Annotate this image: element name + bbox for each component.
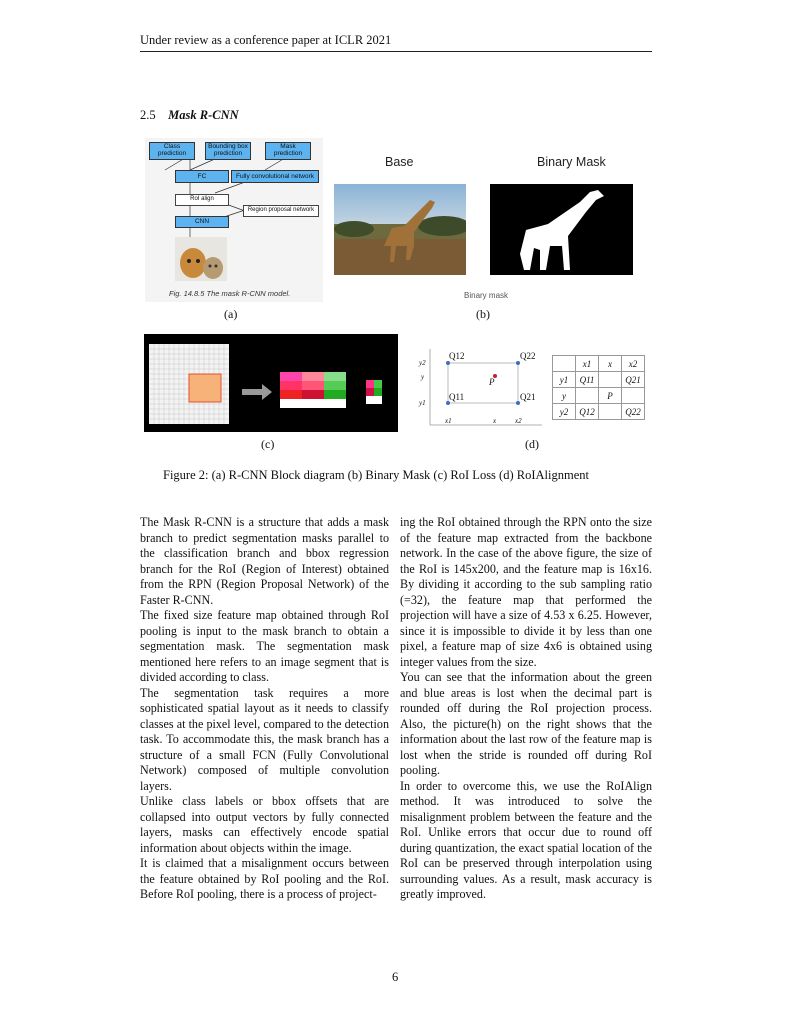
giraffe-silhouette xyxy=(490,184,633,275)
fc-box: FC xyxy=(175,170,229,183)
table-cell: Q21 xyxy=(622,372,645,388)
header-rule xyxy=(140,51,652,52)
table-cell: P xyxy=(599,388,622,404)
binary-mask-image xyxy=(490,184,633,275)
paragraph: You can see that the information about the green and blue areas is lost when the decimal part is rounded off during the RoI projection process. Also, the picture(h) on the right shows that the information about the last row of the feature map is lost when the stride is rounded off during RoI pooling. xyxy=(400,670,652,777)
figure-a-label: (a) xyxy=(224,307,238,321)
binary-mask-title: Binary Mask xyxy=(537,155,606,169)
table-cell xyxy=(553,356,576,372)
interpolation-table xyxy=(552,355,645,420)
fcn-box: Fully convolutional network xyxy=(231,170,319,183)
paragraph: The fixed size feature map obtained through RoI pooling is input to the mask branch to obtain a segmentation mask. The segmentation mask mentioned here refers to an image segment that is divided according to class. xyxy=(140,608,389,684)
table-cell: Q22 xyxy=(622,404,645,420)
figure-a xyxy=(145,138,323,302)
figure-a-arrows xyxy=(145,138,323,302)
axis-x: x xyxy=(493,417,497,425)
binary-mask-footer: Binary mask xyxy=(464,291,509,300)
page-number: 6 xyxy=(392,970,399,984)
axis-x1: x1 xyxy=(445,417,452,425)
point-p: P xyxy=(489,377,495,387)
point-q21: Q21 xyxy=(520,392,536,402)
paragraph: ing the RoI obtained through the RPN onto the size of the feature map extracted from the backbone network. In the case of the above figure, the size of the RoI is 145x200, and the feature map is 16x16. By dividing it according to the sub sampling ratio (=32), the feature map that performed the projection will have a size of 4.53 x 6.25. However, since it is impossible to divide it by less than one pixel, a feature map of size 4x6 is obtained using integer values from the size. xyxy=(400,515,652,669)
table-cell xyxy=(599,372,622,388)
table-cell: x2 xyxy=(622,356,645,372)
section-title: Mask R-CNN xyxy=(168,108,239,122)
figure-c-image xyxy=(144,334,398,432)
figure-caption: Figure 2: (a) R-CNN Block diagram (b) Binary Mask (c) RoI Loss (d) RoIAlignment xyxy=(163,468,589,482)
bbox-prediction-box: Bounding box prediction xyxy=(205,142,251,160)
dog-cat-icon xyxy=(175,237,227,281)
point-q12: Q12 xyxy=(449,351,465,361)
table-row xyxy=(553,404,645,420)
base-title: Base xyxy=(385,155,414,169)
figure-b-label: (b) xyxy=(476,307,490,321)
figure-c-label: (c) xyxy=(261,437,275,451)
point-q11: Q11 xyxy=(449,392,465,402)
section-number: 2.5 xyxy=(140,108,156,122)
axis-x2: x2 xyxy=(515,417,522,425)
mask-prediction-box: Mask prediction xyxy=(265,142,311,160)
cnn-box: CNN xyxy=(175,216,229,228)
class-prediction-box: Class prediction xyxy=(149,142,195,160)
figure-d-label: (d) xyxy=(525,437,539,451)
table-cell: y1 xyxy=(553,372,576,388)
paragraph: Unlike class labels or bbox offsets that are collapsed into output vectors by fully connected layers, masks can effectively encode spatial information about objects within the image. xyxy=(140,794,389,855)
giraffe-photo-image xyxy=(334,184,466,275)
left-column xyxy=(140,515,389,903)
table-cell xyxy=(576,388,599,404)
figure-d-plot xyxy=(416,347,544,429)
table-cell: y2 xyxy=(553,404,576,420)
axis-y2: y2 xyxy=(419,359,426,367)
axis-y: y xyxy=(421,373,425,381)
roi-align-box: RoI align xyxy=(175,194,229,206)
rpn-box: Region proposal network xyxy=(243,205,319,217)
figure-a-caption-text: Fig. 14.8.5 The mask R-CNN model. xyxy=(169,289,291,298)
giraffe-photo xyxy=(334,184,466,275)
paragraph: In order to overcome this, we use the RoIAlign method. It was introduced to solve the misalignment problem between the feature and the RoI. Unlike errors that occur due to round off during quantization, the exact spatial location of the RoI can be preserved through interpolation using surrounding values. As a result, mask accuracy is greatly improved. xyxy=(400,778,652,901)
table-cell: Q12 xyxy=(576,404,599,420)
table-cell: x1 xyxy=(576,356,599,372)
table-cell xyxy=(622,388,645,404)
figure-a-caption xyxy=(169,289,290,298)
running-header: Under review as a conference paper at ICLR 2021 xyxy=(140,33,392,47)
right-column xyxy=(400,515,652,903)
table-row xyxy=(553,372,645,388)
paragraph: It is claimed that a misalignment occurs between the feature obtained by RoI pooling and the RoI. Before RoI pooling, there is a process of project- xyxy=(140,856,389,901)
table-row xyxy=(553,388,645,404)
paragraph: The Mask R-CNN is a structure that adds a mask branch to predict segmentation masks parallel to the classification branch and bbox regression branch for the RoI (Region of Interest) obtained from the RPN (Region Proposal Network) of the Faster R-CNN. xyxy=(140,515,389,607)
table-cell: Q11 xyxy=(576,372,599,388)
point-q22: Q22 xyxy=(520,351,536,361)
table-row xyxy=(553,356,645,372)
axis-y1: y1 xyxy=(419,399,426,407)
roi-loss-diagram xyxy=(144,334,398,432)
figure-d-table xyxy=(552,355,645,420)
table-cell xyxy=(599,404,622,420)
paragraph: The segmentation task requires a more sophisticated spatial layout as it needs to classify classes at the pixel level, compared to the detection task. To accommodate this, the mask branch has a structure of a small FCN (Fully Convolutional Network) composed of multiple convolution layers. xyxy=(140,685,389,793)
table-cell: y xyxy=(553,388,576,404)
section-heading xyxy=(140,108,239,123)
pets-photo xyxy=(175,237,227,281)
table-cell: x xyxy=(599,356,622,372)
